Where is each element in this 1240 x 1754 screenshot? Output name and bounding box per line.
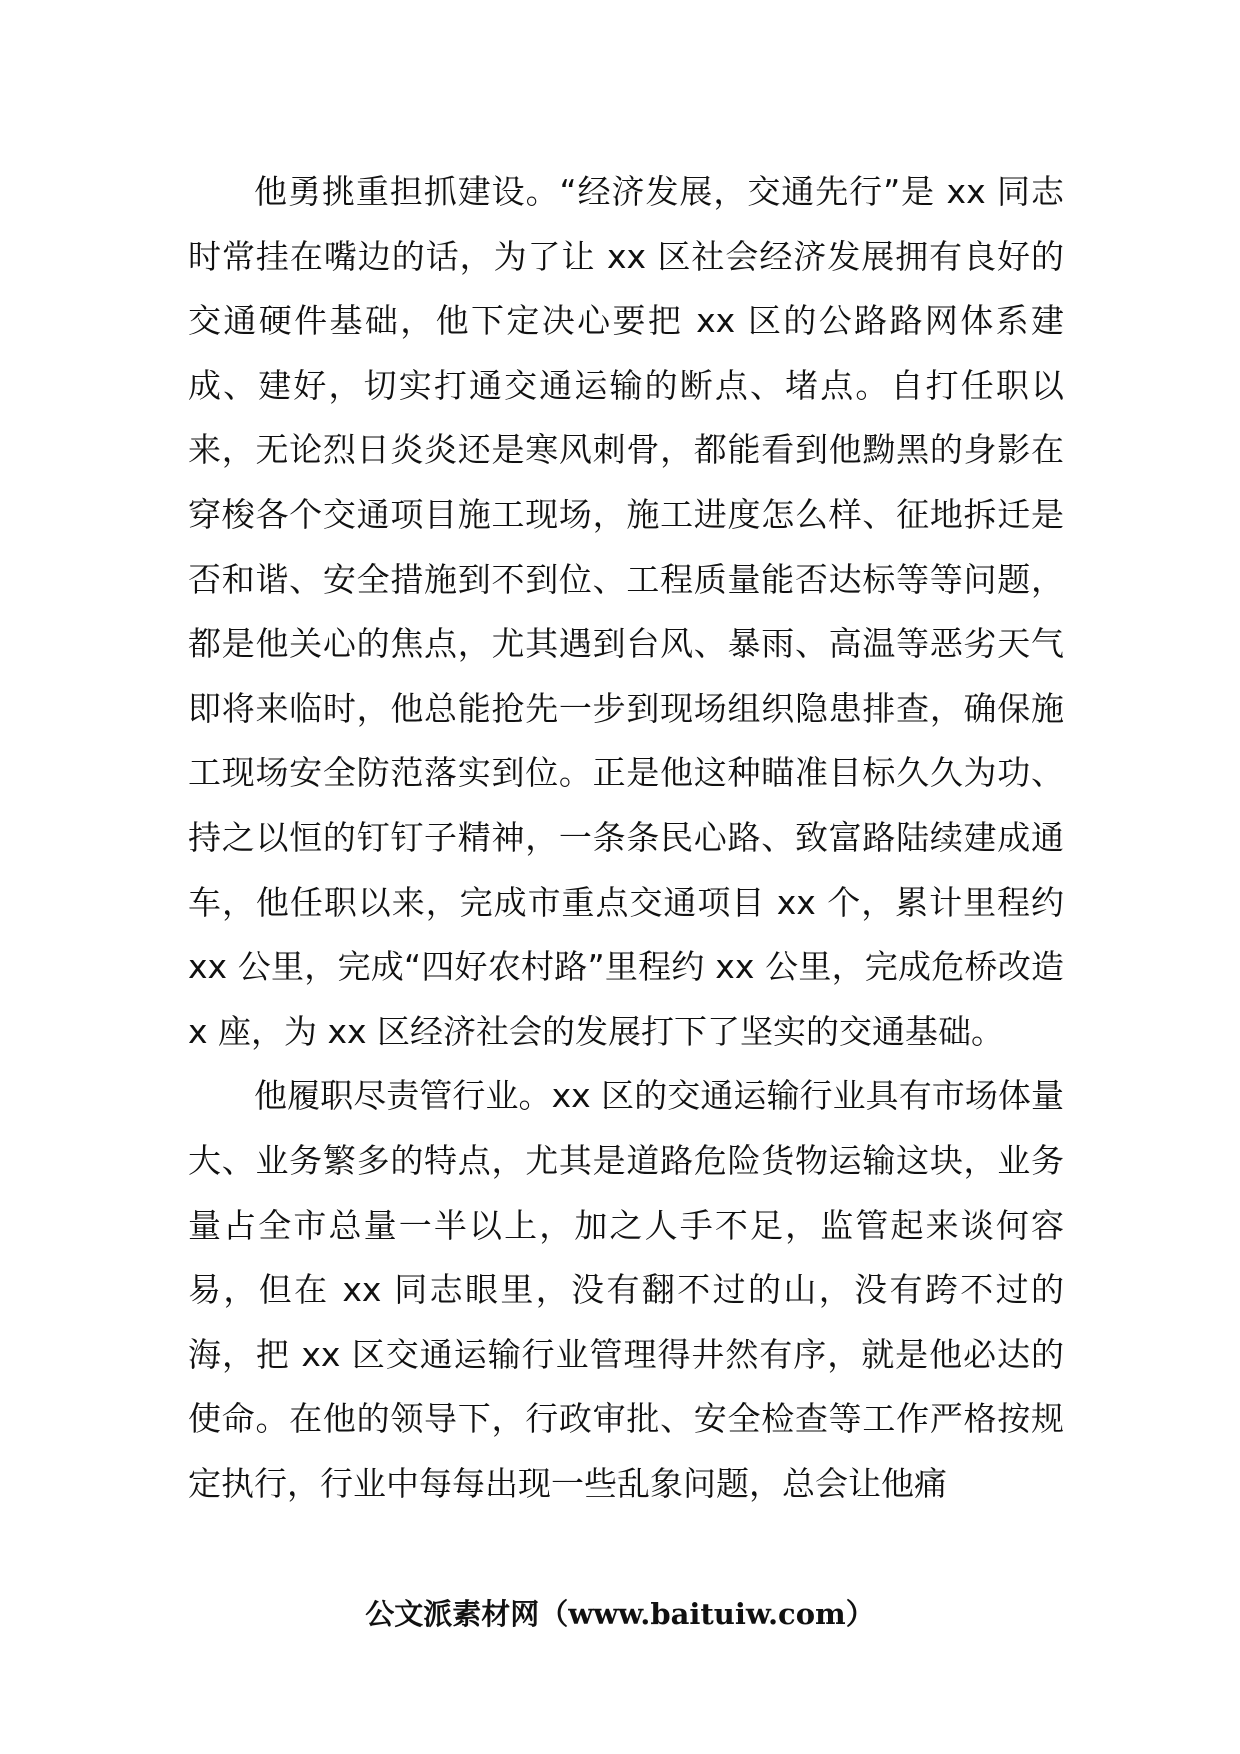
paragraph-industry-management: 他履职尽责管行业。xx 区的交通运输行业具有市场体量大、业务繁多的特点，尤其是道路危险货物运输这块，业务量占全市总量一半以上，加之人手不足，监管起来谈何容易，但在 xx 同志眼里，没有翻不过的山，没有跨不过的海，把 xx 区交通运输行业管理得井然有序，就是他必达的使命。在他的领导下，行政审批、安全检查等工作严格按规定执行，行业中每每出现一些乱象问题，总会让他痛 (188, 1076, 1064, 1503)
paragraph-construction: 他勇挑重担抓建设。“经济发展，交通先行”是 xx 同志时常挂在嘴边的话，为了让 xx 区社会经济发展拥有良好的交通硬件基础，他下定决心要把 xx 区的公路路网体系建成、建好，切实打通交通运输的断点、堵点。自打任职以来，无论烈日炎炎还是寒风刺骨，都能看到他黝黑的身影在穿梭各个交通项目施工现场，施工进度怎么样、征地拆迁是否和谐、安全措施到不到位、工程质量能否达标等等问题，都是他关心的焦点，尤其遇到台风、暴雨、高温等恶劣天气即将来临时，他总能抢先一步到现场组织隐患排查，确保施工现场安全防范落实到位。正是他这种瞄准目标久久为功、持之以恒的钉钉子精神，一条条民心路、致富路陆续建成通车，他任职以来，完成市重点交通项目 xx 个，累计里程约 xx 公里，完成“四好农村路”里程约 xx 公里，完成危桥改造 x 座，为 xx 区经济社会的发展打下了坚实的交通基础。 (188, 172, 1064, 1051)
footer-watermark: 公文派素材网（www.baituiw.com） (365, 1597, 875, 1631)
document-body (188, 160, 1064, 1516)
